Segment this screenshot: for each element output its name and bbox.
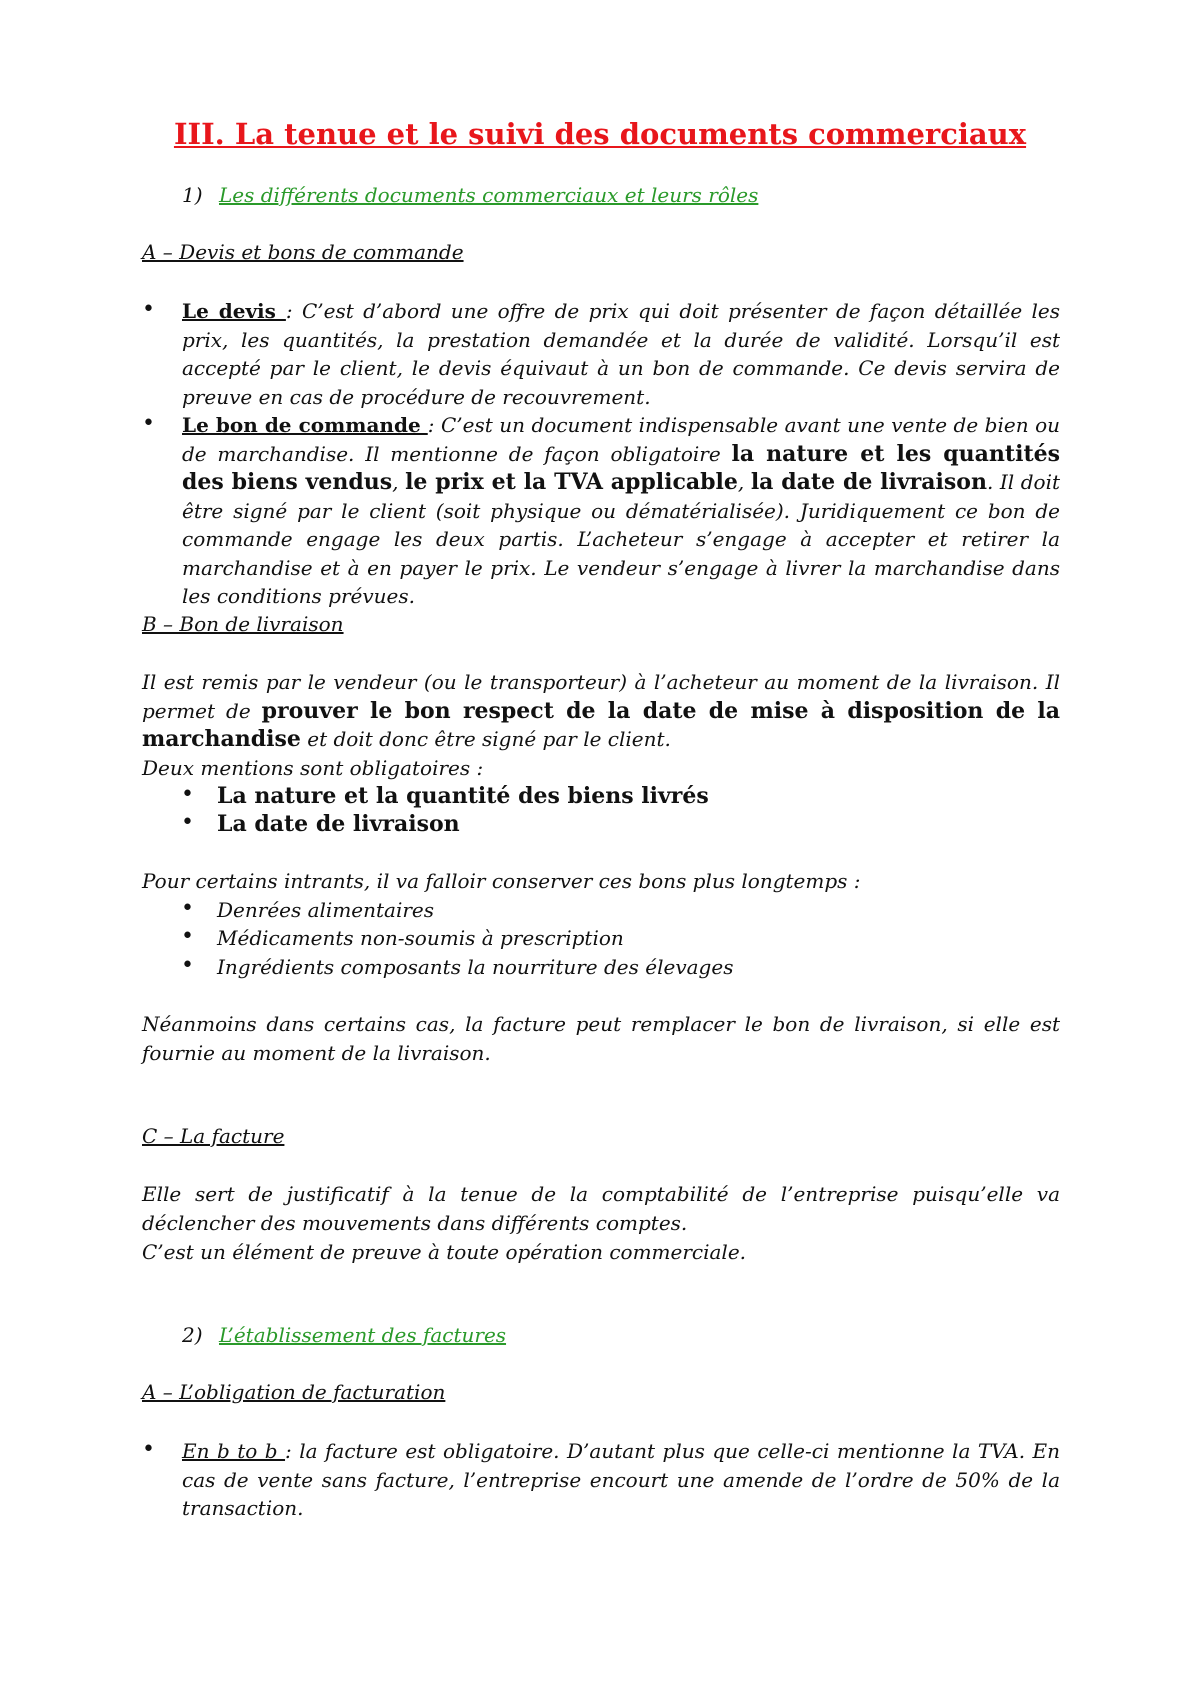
btob-term: En b to b <box>182 1439 286 1463</box>
bon-commande-bold1: la nature et les quantités des biens vendus <box>182 440 1060 495</box>
bon-commande-bold2: le prix et la TVA applicable <box>405 469 738 495</box>
facture-paragraph-2: C’est un élément de preuve à toute opération commerciale. <box>142 1240 747 1264</box>
bullet-icon: • <box>181 896 194 921</box>
bon-commande-term: Le bon de commande <box>182 413 428 437</box>
bon-commande-text4: . Il doit être signé par le client (soit physique ou dématérialisée). Juridiquement ce bon de commande engage les deux partis. L’acheteur s’engage à accepter et retirer la marchandise et à en payer le prix. Le vendeur s’engage à livrer la marchandise dans les conditions prévues. <box>182 470 1061 608</box>
livraison-bold1: prouver le bon respect de la date de mise à disposition de la marchandise <box>142 697 1060 752</box>
neanmoins-paragraph: Néanmoins dans certains cas, la facture peut remplacer le bon de livraison, si elle est fournie au moment de la livraison. <box>142 1012 1060 1065</box>
intrant-item: Médicaments non-soumis à prescription <box>217 926 624 950</box>
section-heading-1 <box>182 183 758 207</box>
bon-commande-text3: , <box>737 470 751 494</box>
bon-commande-sep: : <box>427 413 435 437</box>
facture-paragraph-1: Elle sert de justificatif à la tenue de la comptabilité de l’entreprise puisqu’elle va déclencher des mouvements dans différents comptes. <box>142 1182 1060 1235</box>
bullet-icon: • <box>181 810 194 835</box>
livraison-text1: Il est remis par le vendeur (ou le transporteur) à l’acheteur au moment de la livraison. Il permet de <box>142 670 1060 723</box>
btob-paragraph <box>182 1437 1060 1523</box>
section-number: 1) <box>182 183 203 207</box>
devis-paragraph <box>182 297 1060 411</box>
bon-commande-text2: , <box>392 470 406 494</box>
btob-sep: : <box>285 1439 292 1463</box>
section-label: L’établissement des factures <box>219 1323 507 1347</box>
intrant-item: Denrées alimentaires <box>217 898 435 922</box>
subheading-a: A – Devis et bons de commande <box>142 240 464 264</box>
devis-text: C’est d’abord une offre de prix qui doit présenter de façon détaillée les prix, les quantités, la prestation demandée et la durée de validité. Lorsqu’il est accepté par le client, le devis équivaut à un bon de commande. Ce devis servira de preuve en cas de procédure de recouvrement. <box>182 299 1061 409</box>
subheading-a2: A – L’obligation de facturation <box>142 1380 446 1404</box>
subheading-b: B – Bon de livraison <box>142 612 344 636</box>
bullet-icon: • <box>142 1437 155 1462</box>
livraison-paragraph <box>142 668 1060 754</box>
section-label: Les différents documents commerciaux et leurs rôles <box>219 183 759 207</box>
devis-sep: : <box>285 299 293 323</box>
subheading-c: C – La facture <box>142 1124 285 1148</box>
livraison-text2: et doit donc être signé par le client. <box>300 727 671 751</box>
intrant-item: Ingrédients composants la nourriture des élevages <box>217 955 734 979</box>
bon-commande-text1: C’est un document indispensable avant une vente de bien ou de marchandise. Il mentionne de façon obligatoire <box>182 413 1060 466</box>
devis-term: Le devis <box>182 299 286 323</box>
btob-text: la facture est obligatoire. D’autant plus que celle-ci mentionne la TVA. En cas de vente sans facture, l’entreprise encourt une amende de l’ordre de 50% de la transaction. <box>182 1439 1061 1520</box>
bullet-icon: • <box>142 411 155 436</box>
bullet-icon: • <box>181 924 194 949</box>
bullet-icon: • <box>181 953 194 978</box>
bon-commande-paragraph <box>182 411 1060 611</box>
mentions-intro: Deux mentions sont obligatoires : <box>142 756 484 780</box>
section-number: 2) <box>182 1323 203 1347</box>
bon-commande-bold3: la date de livraison <box>750 469 987 495</box>
mention-item: La date de livraison <box>217 811 460 837</box>
bullet-icon: • <box>181 782 194 807</box>
intrants-intro: Pour certains intrants, il va falloir conserver ces bons plus longtemps : <box>142 869 861 893</box>
section-heading-2 <box>182 1323 506 1347</box>
mention-item: La nature et la quantité des biens livrés <box>217 783 709 809</box>
bullet-icon: • <box>142 297 155 322</box>
document-title: III. La tenue et le suivi des documents commerciaux <box>173 117 1027 151</box>
